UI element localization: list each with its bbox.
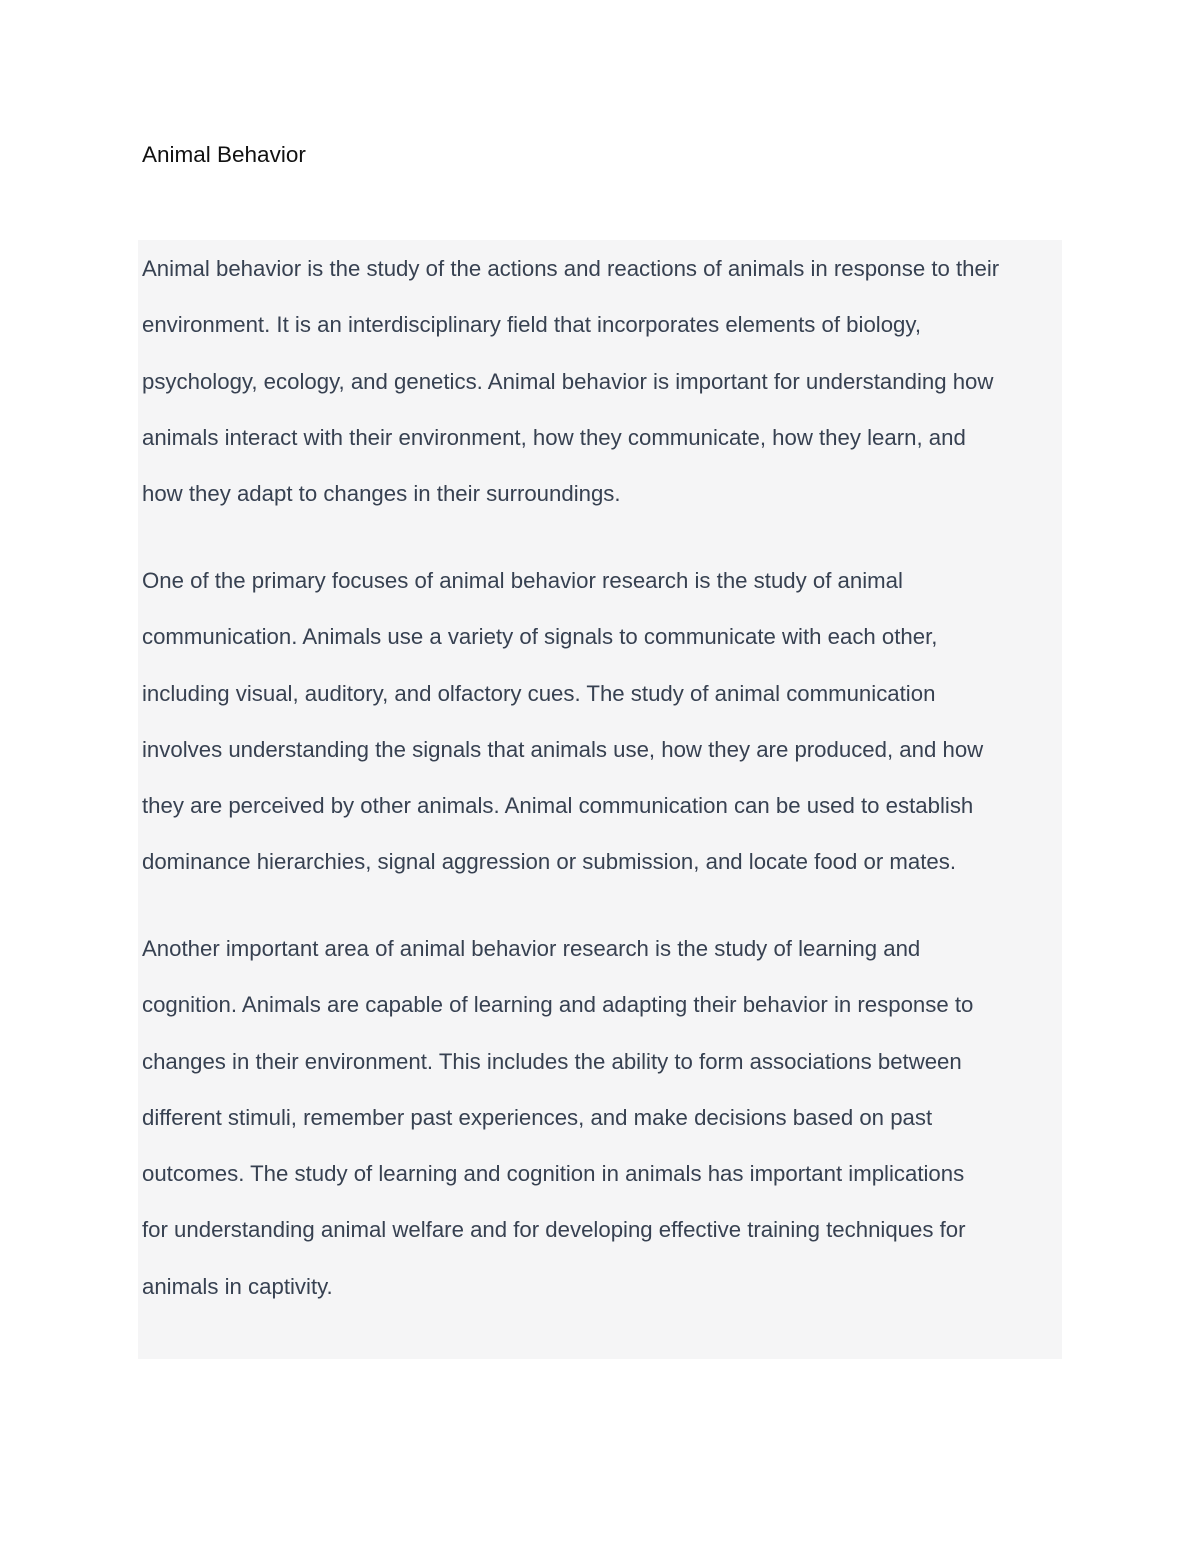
paragraph-line: dominance hierarchies, signal aggression or submission, and locate food or mates.: [142, 849, 956, 875]
paragraph-line: Another important area of animal behavior research is the study of learning and: [142, 936, 921, 961]
paragraph-line: Animal behavior is the study of the actions and reactions of animals in response to their: [142, 256, 1000, 281]
paragraph-introduction: [142, 241, 1062, 522]
paragraph-line: communication. Animals use a variety of signals to communicate with each other,: [142, 624, 938, 650]
paragraph-line: they are perceived by other animals. Animal communication can be used to establish: [142, 793, 974, 819]
paragraph-line: animals interact with their environment, how they communicate, how they learn, and: [142, 424, 966, 450]
paragraph-learning-cognition: [142, 921, 1062, 1315]
document-title: Animal Behavior: [142, 142, 306, 167]
paragraph-line: cognition. Animals are capable of learning and adapting their behavior in response to: [142, 992, 974, 1018]
paragraph-line: animals in captivity.: [142, 1273, 333, 1299]
paragraph-line: how they adapt to changes in their surroundings.: [142, 481, 621, 507]
paragraph-line: for understanding animal welfare and for developing effective training techniques for: [142, 1217, 966, 1243]
paragraph-line: environment. It is an interdisciplinary field that incorporates elements of biology,: [142, 312, 922, 338]
paragraph-line: changes in their environment. This includes the ability to form associations between: [142, 1048, 962, 1074]
paragraph-communication: [142, 553, 1062, 891]
paragraph-line: including visual, auditory, and olfactory cues. The study of animal communication: [142, 680, 936, 706]
paragraph-line: involves understanding the signals that animals use, how they are produced, and how: [142, 736, 984, 762]
paragraph-line: psychology, ecology, and genetics. Animal behavior is important for understanding how: [142, 368, 994, 394]
paragraph-line: outcomes. The study of learning and cognition in animals has important implications: [142, 1161, 965, 1187]
paragraph-line: different stimuli, remember past experiences, and make decisions based on past: [142, 1104, 933, 1130]
paragraph-line: One of the primary focuses of animal behavior research is the study of animal: [142, 568, 903, 593]
